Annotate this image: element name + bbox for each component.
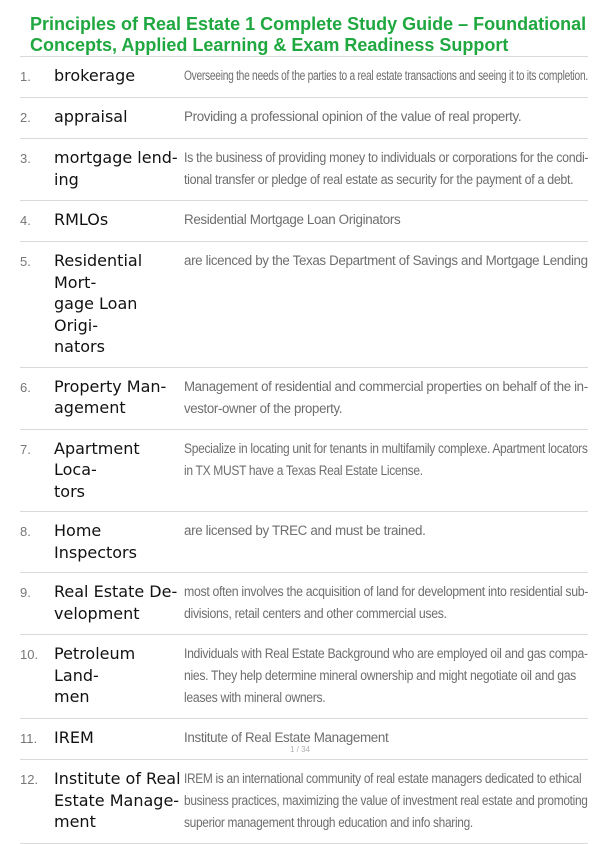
definition: Management of residential and commercial properties on behalf of the in- vestor-owner of the property.: [184, 378, 588, 416]
row-number: 8.: [20, 524, 31, 539]
page-number: 1 / 34: [289, 745, 310, 754]
table-row: [20, 57, 588, 98]
definition: Institute of Real Estate Management: [184, 730, 389, 745]
term: Real Estate De- velopment: [54, 582, 178, 623]
definition: Residential Mortgage Loan Originators: [184, 212, 401, 227]
term: IREM: [54, 728, 94, 747]
table-row: [20, 573, 588, 635]
definition: Individuals with Real Estate Background who are employed oil and gas compa- nies. They help determine mineral ownership and might negotiate oil and gas leases with mineral owners.: [184, 646, 588, 705]
term: Residential Mort- gage Loan Origi- nators: [54, 251, 143, 356]
row-number: 12.: [20, 772, 39, 787]
table-row: [20, 98, 588, 139]
term: brokerage: [54, 66, 136, 85]
term: Institute of Real Estate Manage- ment: [54, 769, 181, 831]
table-row: [20, 368, 588, 430]
row-number: 3.: [20, 151, 31, 166]
definition: are licenced by the Texas Department of Savings and Mortgage Lending: [184, 253, 588, 268]
terms-table: [20, 56, 588, 844]
definition: most often involves the acquisition of land for development into residential sub- divisions, retail centers and other commercial uses.: [184, 584, 589, 621]
row-number: 7.: [20, 441, 31, 457]
term: Home Inspectors: [54, 521, 137, 562]
document-title: Principles of Real Estate 1 Complete Study Guide – Foundational Concepts, Applied Learning & Exam Readiness Support: [30, 14, 587, 55]
definition: Is the business of providing money to individuals or corporations for the condi- tional transfer or pledge of real estate as security for the payment of a debt.: [184, 150, 589, 187]
table-row: [20, 430, 588, 513]
definition: IREM is an international community of real estate managers dedicated to ethical business practices, maximizing the value of investment real estate and promoting superior management through education and info sharing.: [184, 771, 588, 830]
term: RMLOs: [54, 210, 109, 229]
table-row: [20, 242, 588, 368]
table-row: [20, 760, 588, 844]
table-row: [20, 139, 588, 201]
row-number: 10.: [20, 647, 39, 662]
table-row: [20, 512, 588, 573]
definition: Overseeing the needs of the parties to a real estate transactions and seeing it to its completion.: [184, 68, 588, 83]
definition: Specialize in locating unit for tenants in multifamily complexe. Apartment locators in TX MUST have a Texas Real Estate License.: [184, 440, 588, 478]
term: appraisal: [54, 107, 128, 126]
row-number: 2.: [20, 110, 31, 125]
term: Petroleum Land- men: [54, 644, 136, 706]
term: mortgage lend- ing: [54, 148, 178, 189]
definition: Providing a professional opinion of the value of real property.: [184, 109, 522, 124]
definition: are licensed by TREC and must be trained.: [184, 523, 426, 538]
row-number: 6.: [20, 379, 31, 395]
term: Apartment Loca- tors: [54, 438, 140, 501]
row-number: 11.: [20, 731, 38, 746]
table-row: [20, 201, 588, 242]
row-number: 5.: [20, 254, 31, 269]
term: Property Man- agement: [54, 376, 167, 417]
table-row: [20, 635, 588, 719]
row-number: 1.: [20, 69, 31, 84]
row-number: 4.: [20, 213, 31, 228]
row-number: 9.: [20, 585, 31, 600]
